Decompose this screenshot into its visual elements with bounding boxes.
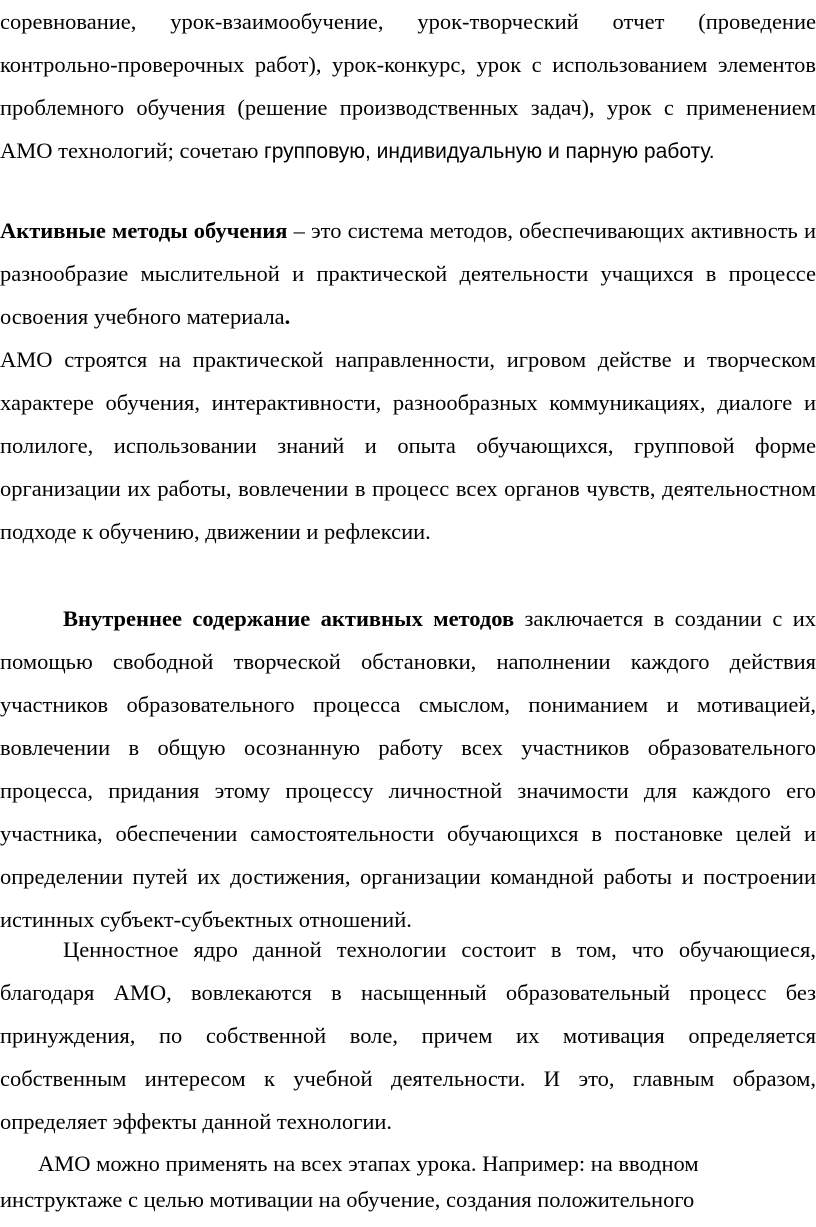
paragraph-amo-basis (0, 338, 816, 553)
inner-content-term: Внутреннее содержание активных методов (63, 606, 515, 631)
lesson-types-text: соревнование, урок-взаимообучение, урок-творческий отчет (проведение контрольно-проверочных работ), урок-конкурс, урок с использованием элементов проблемного обучения (решение производственных задач), урок с применением АМО технологий; сочетаю (0, 9, 816, 163)
active-methods-definition-text: – это система методов, обеспечивающих активность и разнообразие мыслительной и практической деятельности учащихся в процессе освоения учебного материала (0, 218, 816, 329)
definition-period: . (284, 304, 291, 329)
work-forms-text: групповую, индивидуальную и парную работу. (264, 140, 715, 163)
value-core-text: Ценностное ядро данной технологии состоит в том, что обучающиеся, благодаря АМО, вовлекаются в насыщенный образовательный процесс без принуждения, по собственной воле, причем их мотивация определяется собственным интересом к учебной деятельности. И это, главным образом, определяет эффекты данной технологии. (0, 937, 816, 1134)
paragraph-value-core (0, 928, 816, 1143)
amo-usage-text: АМО можно применять на всех этапах урока. Например: на вводном инструктаже с целью мотивации на обучение, создания положительного (0, 1151, 699, 1212)
paragraph-active-methods-definition (0, 209, 816, 338)
paragraph-lesson-types (0, 0, 816, 173)
inner-content-text: заключается в создании с их помощью свободной творческой обстановки, наполнении каждого действия участников образовательного процесса смыслом, пониманием и мотивацией, вовлечении в общую осознанную работу всех участников образовательного процесса, придания этому процессу личностной значимости для каждого его участника, обеспечении самостоятельности обучающихся в постановке целей и определении путей их достижения, организации командной работы и построении истинных субъект-субъектных отношений. (0, 606, 816, 932)
amo-basis-text: АМО строятся на практической направленности, игровом действе и творческом характере обучения, интерактивности, разнообразных коммуникациях, диалоге и полилоге, использовании знаний и опыта обучающихся, групповой форме организации их работы, вовлечении в процесс всех органов чувств, деятельностном подходе к обучению, движении и рефлексии. (0, 347, 816, 544)
active-methods-term: Активные методы обучения (0, 218, 288, 243)
paragraph-amo-usage (0, 1146, 780, 1218)
paragraph-inner-content (0, 597, 816, 941)
